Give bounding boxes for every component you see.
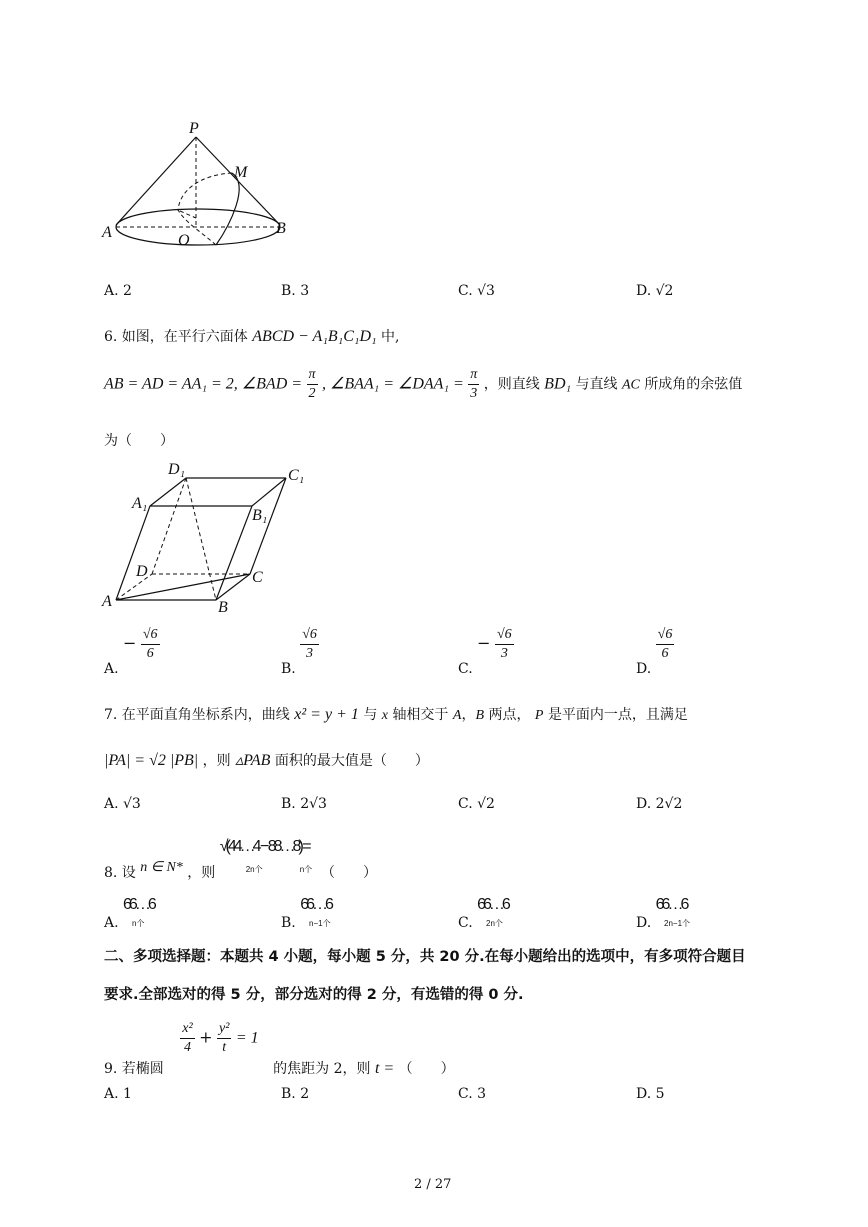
q5-option-d[interactable]: D. √2 xyxy=(636,283,674,299)
q6-bd1: BD₁ xyxy=(544,375,572,393)
q7-option-d[interactable]: D. 2√2 xyxy=(636,796,683,812)
cone-figure xyxy=(100,115,300,255)
q8-expression: √(44…4 − 88…8) = xyxy=(219,838,309,855)
q9-t-eq: t = xyxy=(374,1059,395,1077)
q6-option-c[interactable]: C. − $\frac{√6}{3}$ xyxy=(458,627,512,677)
q6-stem-suffix: 中, xyxy=(381,329,400,345)
section2-line2: 要求.全部选对的得 5 分，部分选对的得 2 分，有选错的得 0 分. xyxy=(104,987,524,1003)
label-D: D xyxy=(136,563,148,580)
q9-option-b[interactable]: B. 2 xyxy=(281,1086,310,1102)
q6-angle-part: , ∠BAA₁ = ∠DAA₁ = xyxy=(321,375,464,393)
q9-stem: 9. 若椭圆 $\frac{\text{x²}}{4}$ + $\frac{\text{y²}}{t}$ = 1 的焦距为 2，则 t = （ ） xyxy=(104,1021,455,1077)
label-M: M xyxy=(234,164,248,181)
q9-option-c[interactable]: C. 3 xyxy=(458,1086,487,1102)
q6-fraction-pi-3: $\frac{\pi}{3}$ xyxy=(470,367,478,401)
label-C1: C₁ xyxy=(288,467,305,484)
q8-condition: n ∈ N* xyxy=(140,860,183,875)
label-B2: B xyxy=(218,599,228,616)
parallelepiped-figure xyxy=(100,458,320,618)
q7-option-a[interactable]: A. √3 xyxy=(104,796,141,812)
q6-line-text-1: ，则直线 xyxy=(483,376,540,393)
q8-option-a[interactable]: A. 66…6 n个 xyxy=(104,896,154,931)
q7-condition: |PA| = √2 |PB| xyxy=(104,752,199,769)
q5-option-a[interactable]: A. 2 xyxy=(104,283,132,299)
q7-option-c[interactable]: C. √2 xyxy=(458,796,495,812)
q8-option-b[interactable]: B. 66…6 n−1个 xyxy=(281,896,331,931)
q6-options xyxy=(104,626,764,682)
label-C: C xyxy=(252,569,263,586)
q6-option-a[interactable]: A. − $\frac{√6}{6}$ xyxy=(104,627,158,677)
q6-line-text-3: 所成角的余弦值 xyxy=(644,376,743,393)
q9-fraction-x: $\frac{\text{x²}}{4}$ xyxy=(182,1021,193,1055)
q6-stem-line1 xyxy=(104,326,399,346)
q8-options xyxy=(104,896,764,936)
q5-option-b[interactable]: B. 3 xyxy=(281,283,310,299)
q7-options xyxy=(104,796,764,826)
q7-curve: x² = y + 1 xyxy=(294,706,359,723)
q9-fraction-y: $\frac{\text{y²}}{t}$ xyxy=(219,1021,230,1055)
q7-stem-line1: 7. 在平面直角坐标系内，曲线 x² = y + 1 与 x 轴相交于 A，B 两点， P 是平面内一点，且满足 xyxy=(104,706,688,723)
q6-condition: AB = AD = AA₁ = 2, ∠BAD = xyxy=(104,375,303,393)
q6-fraction-pi-2: $\frac{\pi}{2}$ xyxy=(308,367,316,401)
label-A2: A xyxy=(102,593,112,610)
label-B1: B₁ xyxy=(252,507,268,524)
q7-option-b[interactable]: B. 2√3 xyxy=(281,796,327,812)
label-O: O xyxy=(178,232,190,249)
label-B: B xyxy=(276,220,286,237)
q6-line-text-2: 与直线 xyxy=(575,376,618,393)
q6-ac: AC xyxy=(621,377,640,393)
label-A: A xyxy=(102,224,112,241)
section2-line1: 二、多项选择题：本题共 4 小题，每小题 5 分，共 20 分.在每小题给出的选项中，有多项符合题目 xyxy=(104,949,746,965)
q6-option-d[interactable]: D. $\frac{√6}{6}$ xyxy=(636,627,673,677)
q5-options xyxy=(104,283,764,313)
q5-option-c[interactable]: C. √3 xyxy=(458,283,495,299)
q6-ending: 为（ ） xyxy=(104,433,174,449)
q6-stem-line2 xyxy=(104,366,742,403)
q8-stem: 8. 设 n ∈ N* ，则 √(44…4 − 88…8) = 2n个 n个 （ ） xyxy=(104,838,378,881)
q7-triangle: ▵PAB xyxy=(235,752,271,769)
q8-option-c[interactable]: C. 66…6 2n个 xyxy=(458,896,508,931)
q9-option-d[interactable]: D. 5 xyxy=(636,1086,665,1102)
q8-option-d[interactable]: D. 66…6 2n−1个 xyxy=(636,896,691,931)
label-P: P xyxy=(189,120,199,137)
page-number: 2 / 27 xyxy=(414,1177,452,1192)
label-A1: A₁ xyxy=(132,495,148,512)
q6-solid: ABCD − A₁B₁C₁D₁ xyxy=(252,328,377,345)
q6-option-b[interactable]: B. $\frac{√6}{3}$ xyxy=(281,627,317,677)
q6-stem-prefix: 6. 如图，在平行六面体 xyxy=(104,329,248,345)
q7-stem-line2: |PA| = √2 |PB| ，则 ▵PAB 面积的最大值是（ ） xyxy=(104,752,429,769)
label-D1: D₁ xyxy=(168,461,186,478)
q9-option-a[interactable]: A. 1 xyxy=(104,1086,132,1102)
q9-options xyxy=(104,1086,764,1116)
